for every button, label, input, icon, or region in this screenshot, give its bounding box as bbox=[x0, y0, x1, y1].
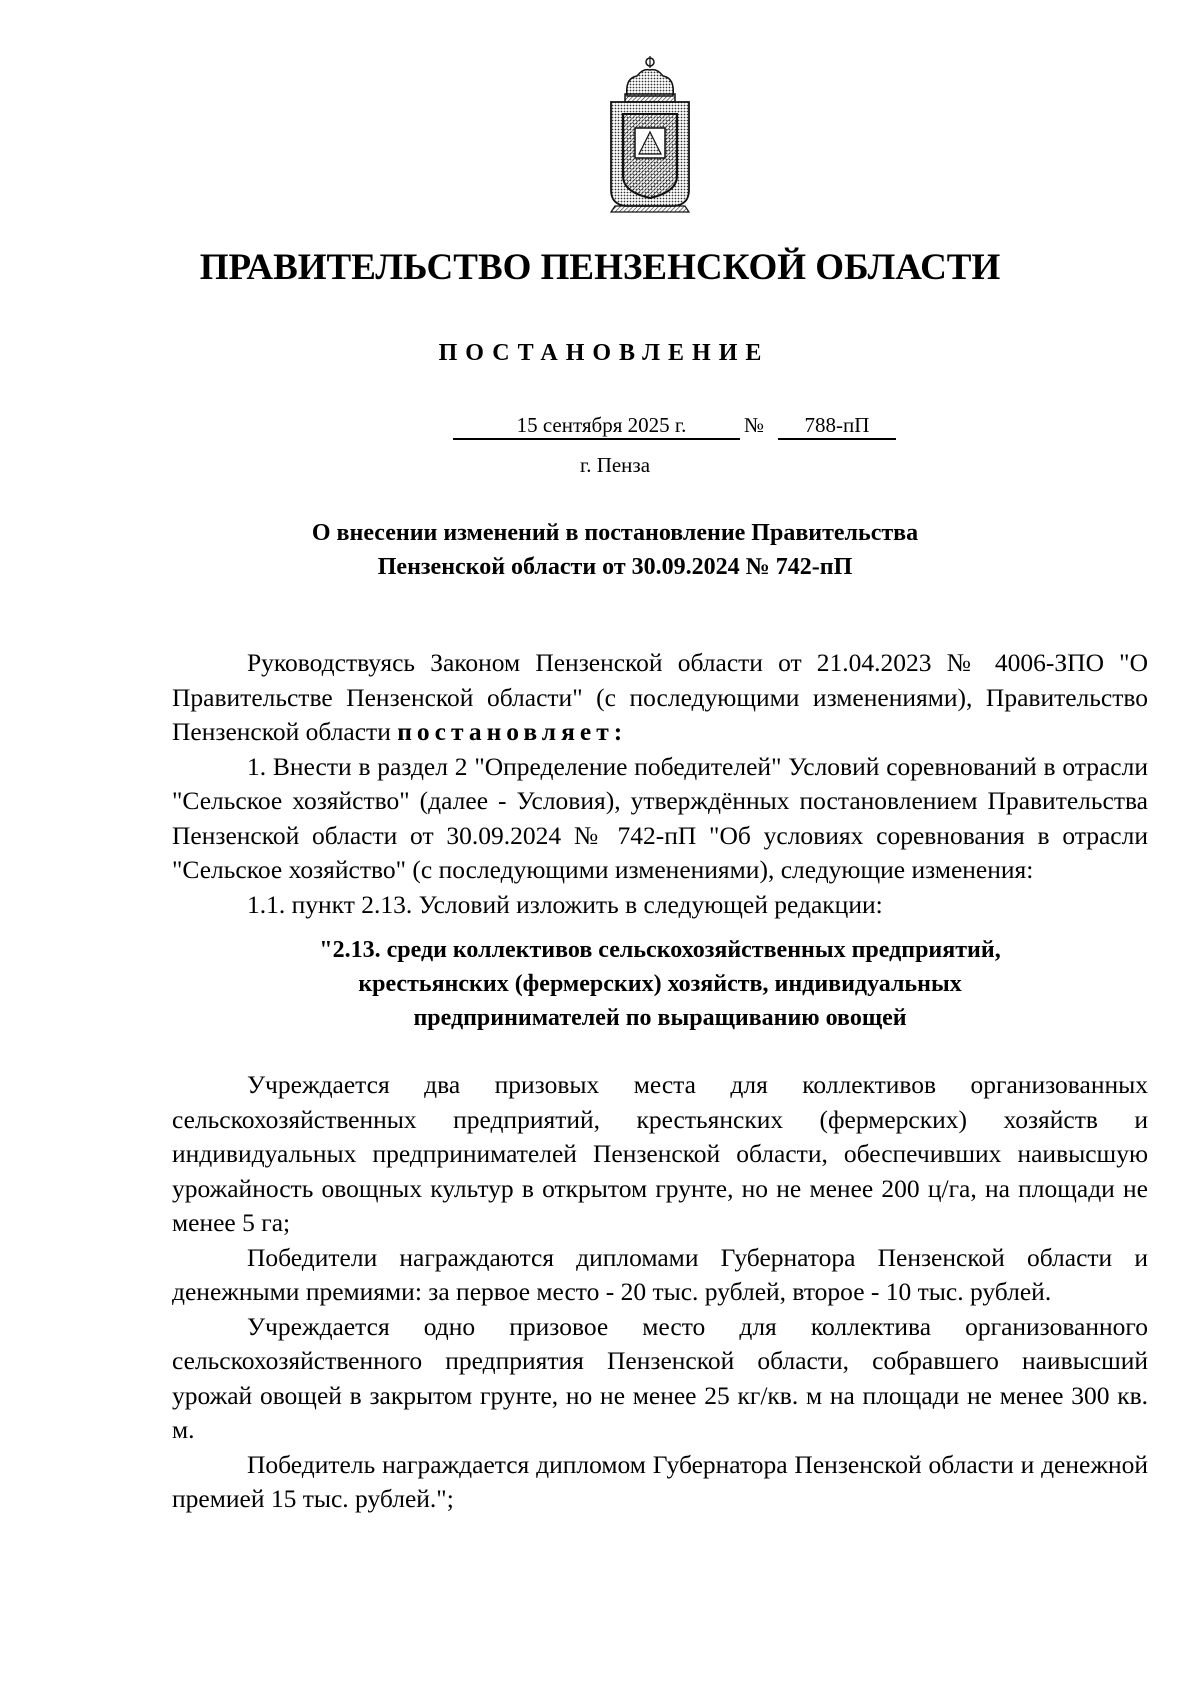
resolves-word: постановляет: bbox=[397, 717, 628, 746]
paragraph-item-1-1: 1.1. пункт 2.13. Условий изложить в следующей редакции: bbox=[247, 889, 883, 919]
coat-of-arms-icon bbox=[605, 56, 695, 214]
subheading-line-1: "2.13. среди коллективов сельскохозяйственных предприятий, bbox=[319, 937, 1001, 963]
paragraph-greenhouse: Учреждается одно призовое место для коллектива организованного сельскохозяйственного предприятия Пензенской области, собравшего наивысший урожай овощей в закрытом грунте, но не менее 25 кг/кв. м на площади не менее 300 кв. м. bbox=[172, 1311, 1148, 1444]
preamble-text: Руководствуясь Законом Пензенской области от 21.04.2023 № 4006-ЗПО "О Правительстве Пензенской области" (с последующими изменениями), Правительство Пензенской области bbox=[172, 648, 1148, 746]
document-date: 15 сентября 2025 г. bbox=[453, 412, 740, 440]
document-title-line-1: О внесении изменений в постановление Правительства bbox=[311, 520, 919, 546]
city: г. Пенза bbox=[579, 453, 651, 477]
paragraph-open-ground-awards: Победители награждаются дипломами Губернатора Пензенской области и денежными премиями: за первое место - 20 тыс. рублей, второе - 10 тыс. рублей. bbox=[172, 1242, 1148, 1306]
number-sign: № bbox=[744, 413, 765, 437]
subheading-line-2: крестьянских (фермерских) хозяйств, индивидуальных bbox=[358, 971, 962, 997]
paragraph-item-1: 1. Внести в раздел 2 "Определение победителей" Условий соревнований в отрасли "Сельское хозяйство" (далее - Условия), утверждённых постановлением Правительства Пензенской области от 30.09.2024 № 742-пП "Об условиях соревнования в отрасли "Сельское хозяйство" (с последующими изменениями), следующие изменения: bbox=[172, 751, 1148, 884]
paragraph-open-ground: Учреждается два призовых места для коллективов организованных сельскохозяйственных предприятий, крестьянских (фермерских) хозяйств и индивидуальных предпринимателей Пензенской области, обеспечивших наивысшую урожайность овощных культур в открытом грунте, но не менее 200 ц/га, на площади не менее 5 га; bbox=[172, 1070, 1148, 1237]
paragraph-greenhouse-award: Победитель награждается дипломом Губернатора Пензенской области и денежной премией 15 тыс. рублей."; bbox=[172, 1449, 1148, 1513]
document-title-line-2: Пензенской области от 30.09.2024 № 742-пП bbox=[377, 554, 853, 580]
document-type: ПОСТАНОВЛЕНИЕ bbox=[438, 340, 770, 366]
document-title bbox=[0, 516, 1200, 584]
section-subheading bbox=[212, 933, 1108, 1035]
document-body bbox=[172, 646, 1148, 1517]
subheading-line-3: предпринимателей по выращиванию овощей bbox=[413, 1005, 907, 1031]
paragraph-preamble bbox=[172, 646, 1148, 750]
organization-title: ПРАВИТЕЛЬСТВО ПЕНЗЕНСКОЙ ОБЛАСТИ bbox=[199, 247, 1001, 288]
document-number: 788-пП bbox=[778, 412, 896, 440]
